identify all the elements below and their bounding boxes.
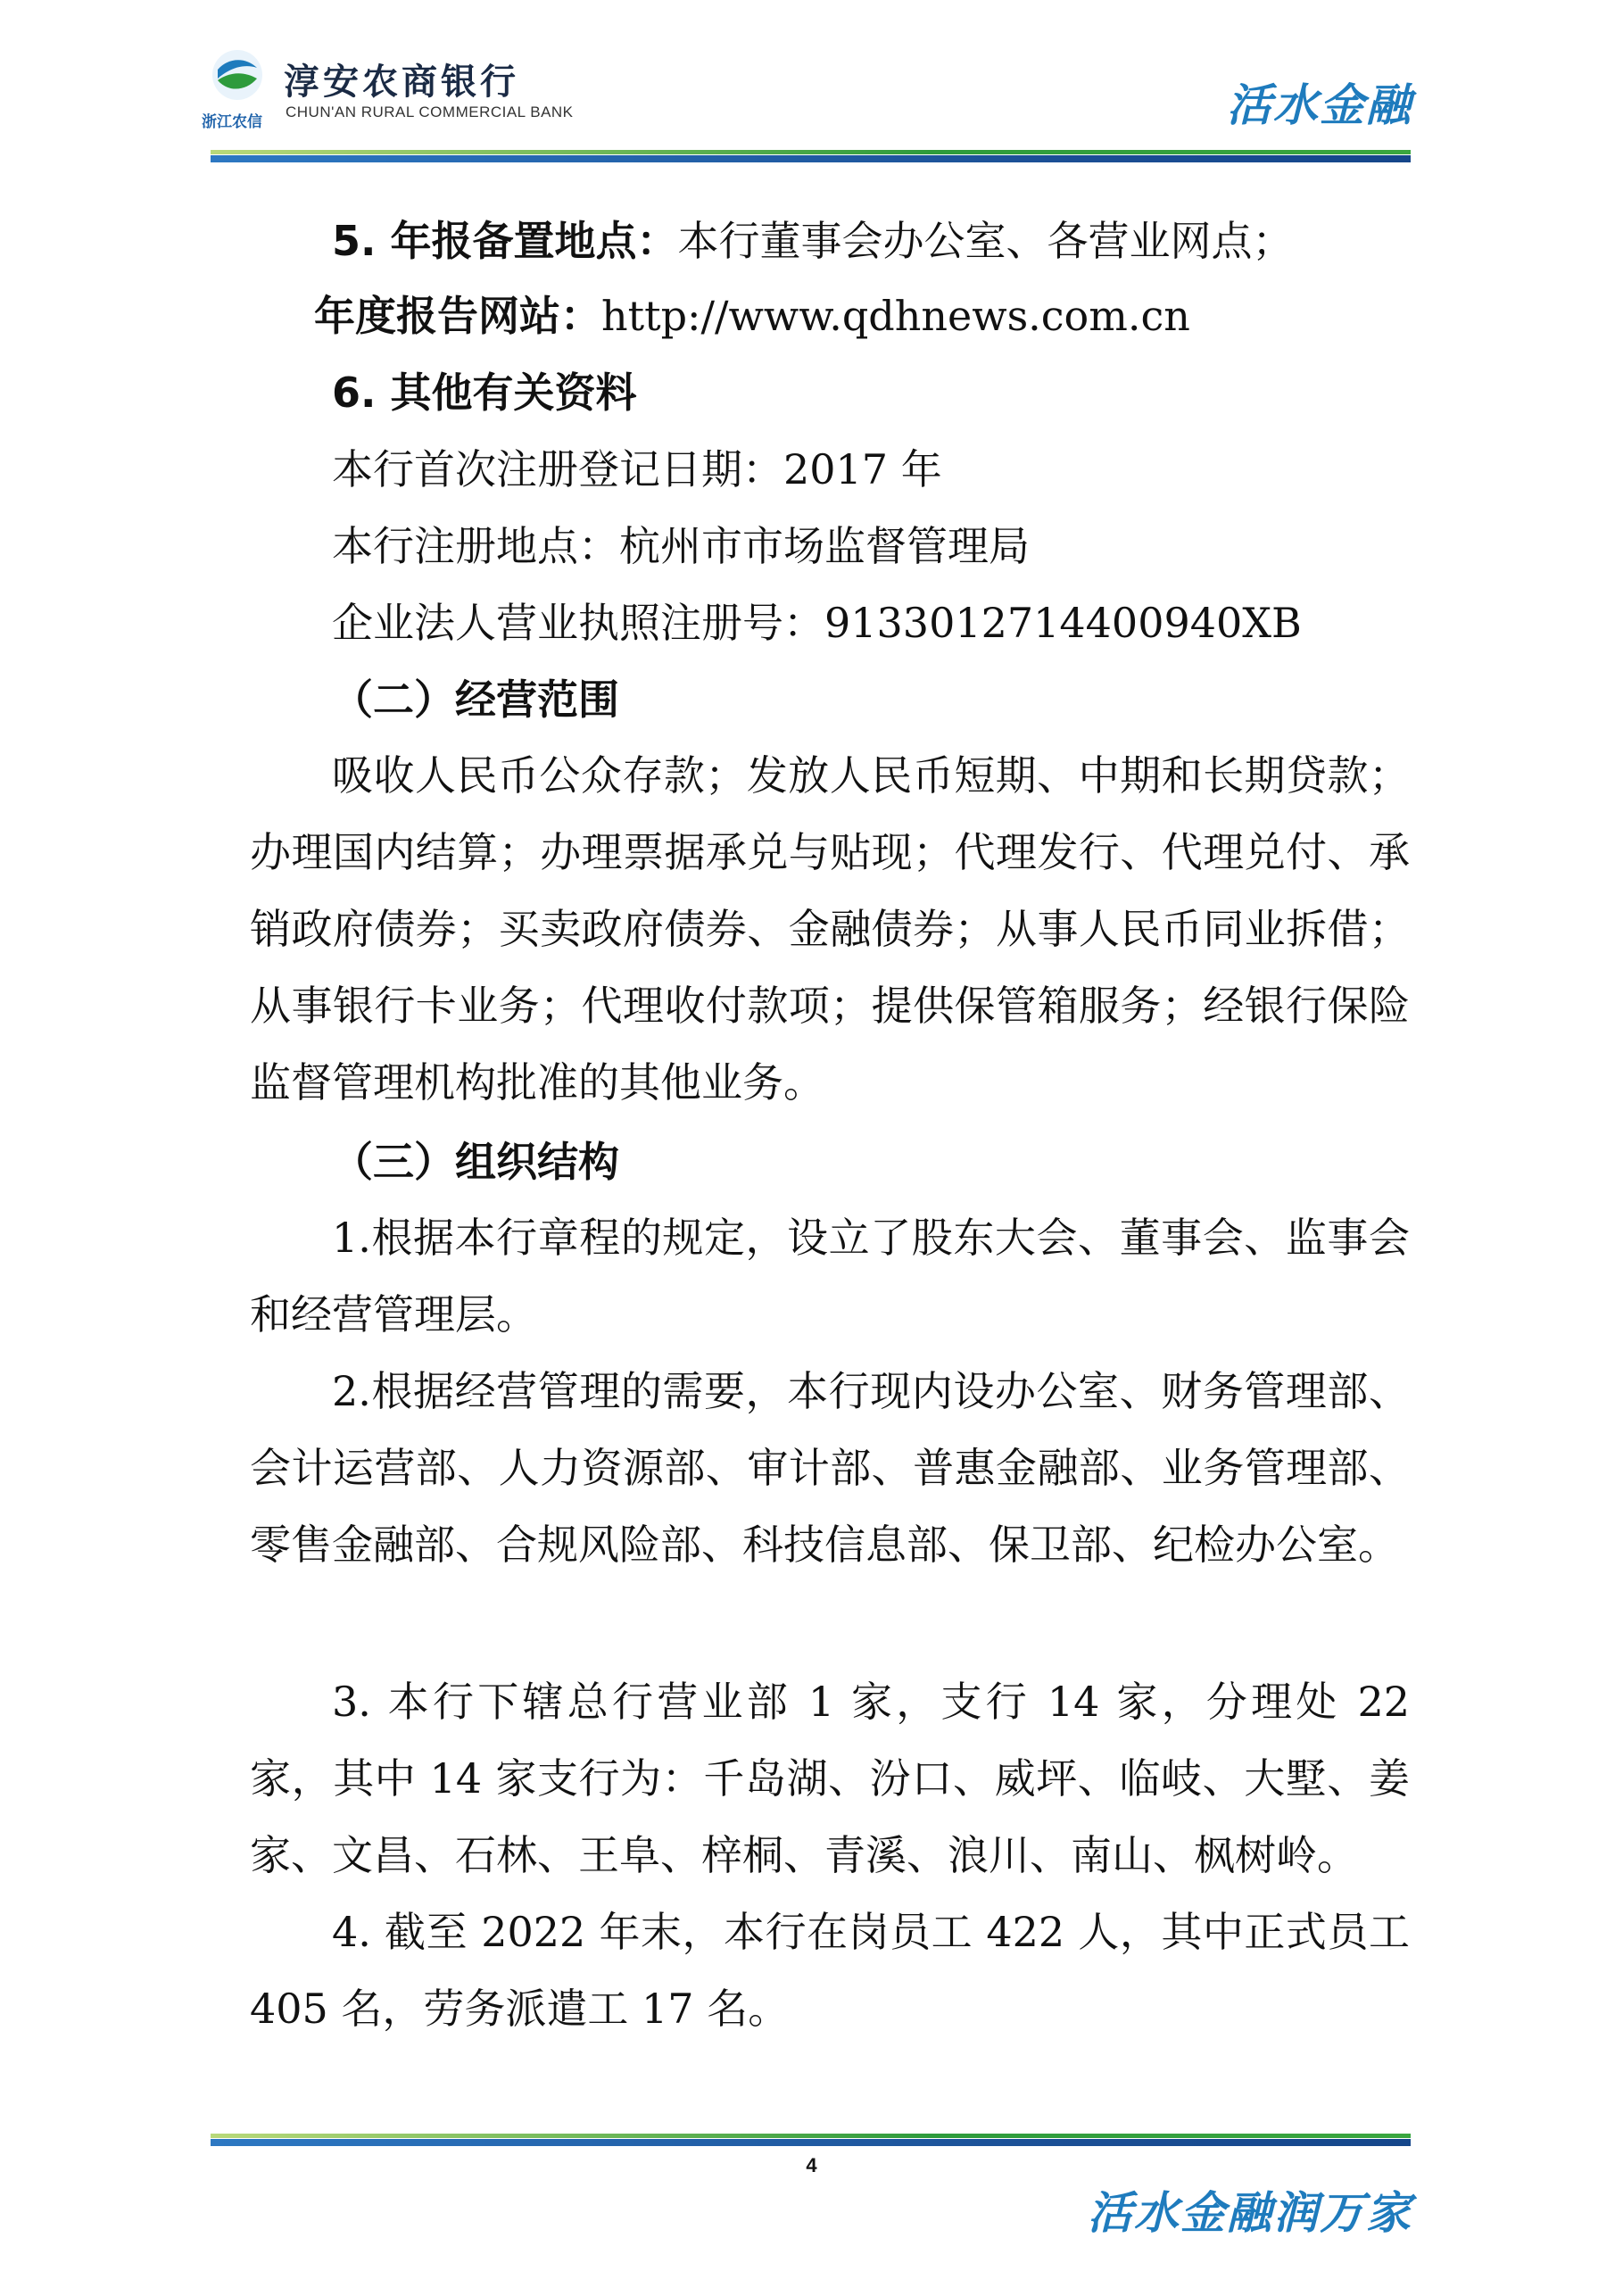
org-paragraph-1: 1.根据本行章程的规定，设立了股东大会、董事会、监事会和经营管理层。 bbox=[250, 1214, 1410, 1339]
org-paragraph-4: 4. 截至 2022 年末，本行在岗员工 422 人，其中正式员工 405 名，劳务派遣工 17 名。 bbox=[250, 1908, 1410, 2033]
bank-name-en: CHUN'AN RURAL COMMERCIAL BANK bbox=[286, 104, 574, 120]
org-paragraph-3: 3. 本行下辖总行营业部 1 家，支行 14 家，分理处 22 家，其中 14 家支行为：千岛湖、汾口、威坪、临岐、大墅、姜家、文昌、石林、王阜、梓桐、青溪、浪川、南山、枫树岭。 bbox=[250, 1678, 1410, 1879]
org-heading: （三）组织结构 bbox=[332, 1138, 619, 1186]
bank-logo-icon bbox=[211, 48, 264, 102]
website-line bbox=[314, 289, 1190, 343]
website-url: http://www.qdhnews.com.cn bbox=[601, 292, 1190, 340]
item5-line bbox=[332, 214, 1294, 268]
scope-paragraph: 吸收人民币公众存款；发放人民币短期、中期和长期贷款；办理国内结算；办理票据承兑与贴现；代理发行、代理兑付、承销政府债券；买卖政府债券、金融债券；从事人民币同业拆借；从事银行卡业务；代理收付款项；提供保管箱服务；经银行保险监督管理机构批准的其他业务。 bbox=[250, 751, 1410, 1107]
logo-subtitle: 浙江农信 bbox=[202, 113, 262, 131]
item5-label: 5. 年报备置地点： bbox=[332, 217, 678, 265]
bank-name-cn: 淳安农商银行 bbox=[284, 62, 519, 103]
org-paragraph-2: 2.根据经营管理的需要，本行现内设办公室、财务管理部、会计运营部、人力资源部、审计部、普惠金融部、业务管理部、零售金融部、合规风险部、科技信息部、保卫部、纪检办公室。 bbox=[250, 1367, 1410, 1569]
footer-slogan: 活水金融润万家 bbox=[1088, 2186, 1412, 2239]
header-divider bbox=[211, 150, 1411, 162]
license-number: 企业法人营业执照注册号：9133012714400940XB bbox=[332, 599, 1302, 647]
registration-date: 本行首次注册登记日期：2017 年 bbox=[332, 445, 942, 493]
scope-heading: （二）经营范围 bbox=[332, 676, 619, 724]
page-header bbox=[0, 0, 1623, 170]
website-label: 年度报告网站： bbox=[314, 292, 601, 340]
footer-divider bbox=[211, 2134, 1411, 2146]
registration-place: 本行注册地点：杭州市市场监督管理局 bbox=[332, 522, 1030, 570]
page-number: 4 bbox=[806, 2154, 817, 2176]
item5-text: 本行董事会办公室、各营业网点； bbox=[677, 217, 1294, 265]
item6-heading: 6. 其他有关资料 bbox=[332, 369, 637, 417]
header-slogan: 活水金融 bbox=[1227, 79, 1412, 131]
